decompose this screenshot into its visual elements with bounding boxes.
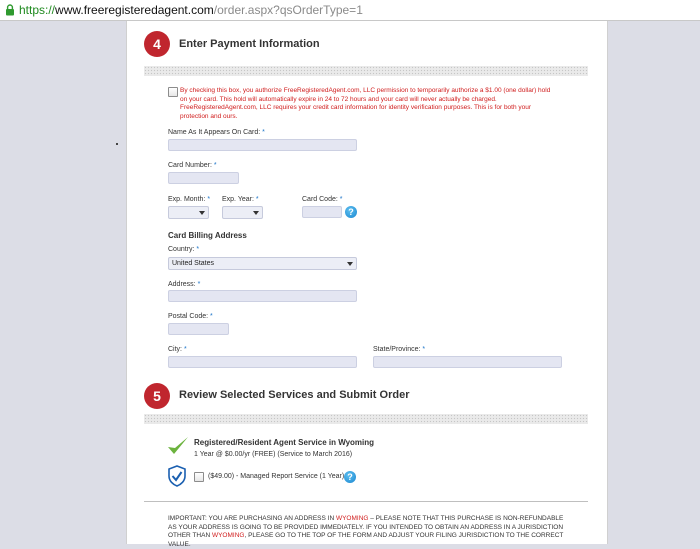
service-name: Registered/Resident Agent Service in Wyoming [194, 438, 375, 447]
section-divider [144, 66, 588, 76]
state-province-label: State/Province: * [373, 346, 426, 353]
name-on-card-label: Name As It Appears On Card: * [168, 129, 265, 136]
billing-address-heading: Card Billing Address [168, 231, 247, 240]
chevron-down-icon [253, 211, 259, 215]
exp-year-select[interactable] [222, 206, 263, 219]
review-section-title: Review Selected Services and Submit Order [179, 389, 410, 401]
country-select[interactable]: United States [168, 257, 357, 270]
section-divider [144, 414, 588, 424]
url-domain: www.freeregisteredagent.com [55, 3, 214, 17]
chevron-down-icon [199, 211, 205, 215]
city-label: City: * [168, 346, 187, 353]
consent-text: By checking this box, you authorize FreeRegisteredAgent.com, LLC permission to temporarily authorize a $1.00 (one dollar) hold on your card. This hold will automatically expire in 24 to 72 hours and your card will never actually be charged. FreeRegisteredAgent.com, LLC requires your credit card information for identity verification purposes. This is for both your protection and ours. [180, 87, 551, 120]
chevron-down-icon [347, 262, 353, 266]
address-input[interactable] [168, 290, 357, 302]
address-label: Address: * [168, 281, 201, 288]
card-number-input[interactable] [168, 172, 239, 184]
card-number-label: Card Number: * [168, 162, 217, 169]
exp-month-select[interactable] [168, 206, 209, 219]
url-path: /order.aspx?qsOrderType=1 [213, 3, 363, 17]
address-bar[interactable] [0, 0, 700, 21]
postal-code-input[interactable] [168, 323, 229, 335]
managed-report-label: ($49.00) - Managed Report Service (1 Year) [208, 473, 345, 480]
service-term: 1 Year @ $0.00/yr (FREE) (Service to March 2016) [194, 451, 353, 458]
shield-icon [168, 465, 186, 487]
city-input[interactable] [168, 356, 357, 368]
card-code-help-icon[interactable]: ? [345, 206, 357, 218]
payment-section-title: Enter Payment Information [179, 38, 320, 50]
authorize-hold-checkbox[interactable] [168, 87, 178, 97]
lock-icon [5, 4, 15, 16]
card-code-label: Card Code: * [302, 196, 343, 203]
divider-line [144, 501, 588, 502]
exp-year-label: Exp. Year: * [222, 196, 259, 203]
postal-code-label: Postal Code: * [168, 313, 213, 320]
jurisdiction-notice: IMPORTANT: YOU ARE PURCHASING AN ADDRESS IN WYOMING – PLEASE NOTE THAT THIS PURCHASE IS NON-REFUNDABLE AS YOUR ADDRESS IS GOING TO BE PROVIDED IMMEDIATELY. IF YOU INTENDED TO OBTAIN AN ADDRESS IN A JURISDICTION OTHER THAN WYOMING, PLEASE GO TO THE TOP OF THE FORM AND ADJUST YOUR FILING JURISDICTION TO THE CORRECT VALUE. [168, 515, 564, 548]
state-province-input[interactable] [373, 356, 562, 368]
name-on-card-input[interactable] [168, 139, 357, 151]
stray-dot [116, 143, 118, 145]
checkmark-icon [166, 434, 190, 458]
country-label: Country: * [168, 246, 200, 253]
step-5-badge: 5 [144, 383, 170, 409]
exp-month-label: Exp. Month: * [168, 196, 211, 203]
card-code-input[interactable] [302, 206, 342, 218]
managed-report-help-icon[interactable]: ? [344, 471, 356, 483]
step-4-badge: 4 [144, 31, 170, 57]
managed-report-checkbox[interactable] [194, 472, 204, 482]
url-scheme: https:// [19, 3, 56, 17]
